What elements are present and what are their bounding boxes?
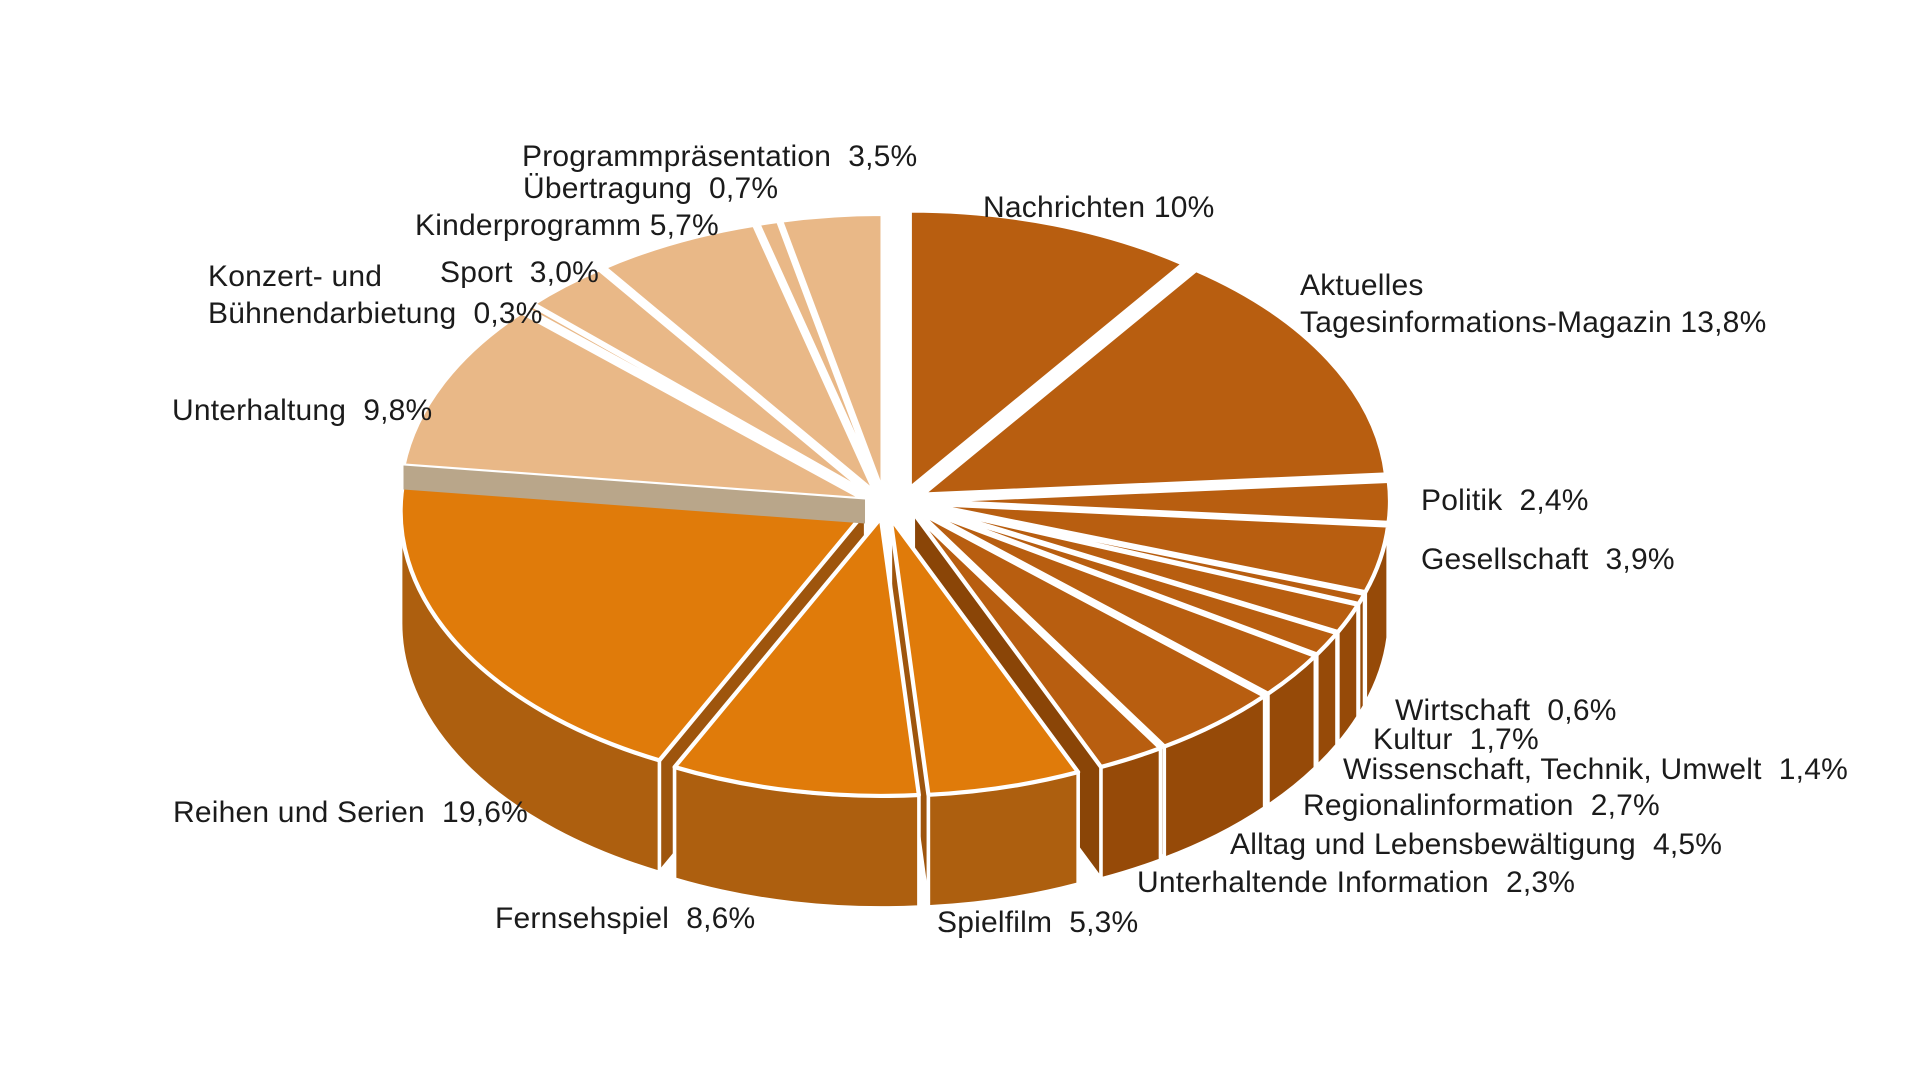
slice-label: Politik 2,4%	[1421, 484, 1589, 517]
slice-label: Reihen und Serien 19,6%	[173, 796, 529, 829]
slice-label: Konzert- und	[208, 260, 383, 293]
pie-slice-rim-unterhaltende-information	[1101, 748, 1160, 879]
slice-label: Tagesinformations-Magazin 13,8%	[1300, 306, 1767, 339]
slice-label: Unterhaltende Information 2,3%	[1137, 866, 1576, 899]
slice-label: Sport 3,0%	[440, 256, 599, 289]
slice-label: Gesellschaft 3,9%	[1421, 543, 1675, 576]
slice-label: Kultur 1,7%	[1373, 723, 1539, 756]
slice-label: Alltag und Lebensbewältigung 4,5%	[1230, 828, 1723, 861]
slice-label: Unterhaltung 9,8%	[172, 394, 433, 427]
slice-label: Kinderprogramm 5,7%	[415, 209, 719, 242]
slice-label: Regionalinformation 2,7%	[1303, 789, 1660, 822]
slice-label: Programmpräsentation 3,5%	[522, 140, 918, 173]
slice-label: Wirtschaft 0,6%	[1395, 694, 1617, 727]
slice-label: Bühnendarbietung 0,3%	[208, 297, 543, 330]
slice-label: Wissenschaft, Technik, Umwelt 1,4%	[1343, 753, 1848, 786]
slice-label: Aktuelles	[1300, 269, 1424, 302]
slice-label: Spielfilm 5,3%	[937, 906, 1139, 939]
slice-label: Nachrichten 10%	[983, 191, 1215, 224]
slice-label: Übertragung 0,7%	[523, 172, 779, 205]
slice-label: Fernsehspiel 8,6%	[495, 902, 756, 935]
